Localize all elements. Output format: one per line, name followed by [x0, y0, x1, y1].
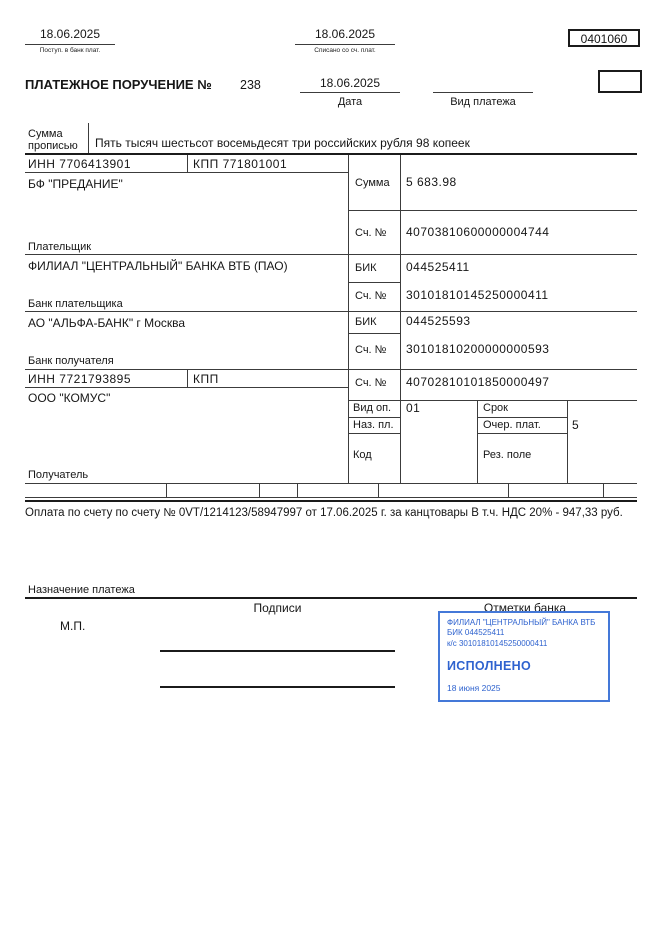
purpose-bottom-border — [25, 597, 637, 599]
stamp-date: 18 июня 2025 — [447, 683, 501, 694]
payee-bank-bik-label: БИК — [355, 316, 377, 328]
amount-words-divider — [88, 123, 89, 154]
received-date: 18.06.2025 — [39, 27, 101, 41]
payee-account-label: Сч. № — [355, 377, 387, 389]
table-top-border — [25, 153, 637, 155]
payment-type-label: Вид платежа — [450, 96, 516, 108]
payee-bank-account: 30101810200000000593 — [406, 342, 550, 356]
document-number: 238 — [240, 78, 261, 92]
bank-marks-label: Отметки банка — [483, 601, 567, 615]
tax-row-top-border — [25, 483, 637, 484]
table-divider-term — [567, 400, 568, 483]
payee-bank-account-label: Сч. № — [355, 344, 387, 356]
priority-value: 5 — [572, 418, 580, 432]
tax-cell-divider-2 — [259, 483, 260, 497]
payer-section-border — [25, 254, 637, 255]
stamp-status: ИСПОЛНЕНО — [447, 659, 531, 674]
document-title: ПЛАТЕЖНОЕ ПОРУЧЕНИЕ № — [25, 77, 212, 92]
payer-bank-account: 30101810145250000411 — [406, 288, 549, 302]
payer-bank-name: ФИЛИАЛ "ЦЕНТРАЛЬНЫЙ" БАНКА ВТБ (ПАО) — [28, 259, 288, 273]
purpose-text: Оплата по счету по счету № 0VT/1214123/58947997 от 17.06.2025 г. за канцтовары В т.ч. НДС 20% - 947,33 руб. — [25, 507, 623, 519]
table-divider-label — [400, 155, 401, 483]
op-row-border-1 — [348, 417, 400, 418]
op-type-value: 01 — [406, 401, 421, 415]
op-type-label: Вид оп. — [353, 402, 392, 414]
payer-name: БФ "ПРЕДАНИЕ" — [28, 177, 123, 191]
tax-cell-divider-3 — [297, 483, 298, 497]
payer-bank-account-label: Сч. № — [355, 290, 387, 302]
tax-cell-divider-5 — [508, 483, 509, 497]
payer-bank-label: Банк плательщика — [28, 298, 123, 310]
payee-inn-kpp-divider — [187, 369, 188, 387]
payee-bank-bik: 044525593 — [406, 314, 471, 328]
received-date-label: Поступ. в банк плат. — [39, 47, 101, 54]
mp-label: М.П. — [60, 619, 86, 633]
payment-type-box — [598, 70, 642, 93]
payee-account-row-border — [348, 400, 637, 401]
payee-kpp: КПП — [193, 372, 219, 386]
payee-name: ООО "КОМУС" — [28, 391, 111, 405]
form-number: 0401060 — [580, 32, 628, 46]
payer-kpp: КПП 771801001 — [193, 157, 288, 171]
payer-inn: ИНН 7706413901 — [28, 157, 132, 171]
table-bottom-border — [25, 500, 637, 502]
term-row-border-2 — [477, 433, 567, 434]
amount-words-label: Сумма прописью — [28, 128, 78, 153]
tax-cell-divider-6 — [603, 483, 604, 497]
payee-account: 40702810101850000497 — [406, 375, 550, 389]
signature-line-2 — [160, 686, 395, 688]
stamp-bank-name: ФИЛИАЛ "ЦЕНТРАЛЬНЫЙ" БАНКА ВТБ — [447, 618, 596, 627]
payer-bank-bik-row-border — [348, 282, 400, 283]
priority-label: Очер. плат. — [483, 419, 541, 431]
term-label: Срок — [483, 402, 508, 414]
tax-row-bottom-border — [25, 497, 637, 498]
payment-type-underline — [433, 92, 533, 93]
debited-date-underline — [295, 44, 395, 45]
debited-date: 18.06.2025 — [314, 27, 376, 41]
date-label: Дата — [337, 96, 363, 108]
payer-inn-kpp-divider — [187, 155, 188, 172]
reserve-label: Рез. поле — [483, 449, 532, 461]
debited-date-label: Списано со сч. плат. — [314, 47, 376, 54]
term-row-border-1 — [477, 417, 567, 418]
payer-account-label: Сч. № — [355, 227, 387, 239]
payer-label: Плательщик — [28, 241, 92, 253]
document-date-underline — [300, 92, 400, 93]
sum-value: 5 683.98 — [406, 175, 457, 189]
bank-stamp — [438, 611, 610, 702]
payer-bank-section-border — [25, 311, 637, 312]
stamp-corr-account: к/с 30101810145250000411 — [447, 638, 548, 648]
payee-bank-bik-row-border — [348, 333, 400, 334]
code-label: Код — [353, 449, 372, 461]
payee-label: Получатель — [28, 469, 89, 481]
signature-line-1 — [160, 650, 395, 652]
payee-bank-name: АО "АЛЬФА-БАНК" г Москва — [28, 316, 186, 330]
payer-bank-bik: 044525411 — [406, 260, 470, 274]
sum-label: Сумма — [355, 177, 390, 189]
payee-inn-row-border — [25, 387, 348, 388]
document-date: 18.06.2025 — [319, 76, 381, 90]
purpose-label: Назначение платежа — [28, 584, 135, 596]
payee-bank-label: Банк получателя — [28, 355, 114, 367]
payee-inn: ИНН 7721793895 — [28, 372, 132, 386]
pay-purpose-code-label: Наз. пл. — [353, 419, 394, 431]
received-date-underline — [25, 44, 115, 45]
signatures-label: Подписи — [253, 601, 302, 615]
op-row-border-2 — [348, 433, 400, 434]
form-number-box — [568, 29, 640, 47]
tax-cell-divider-1 — [166, 483, 167, 497]
payer-inn-row-border — [25, 172, 348, 173]
tax-cell-divider-4 — [378, 483, 379, 497]
table-divider-op — [477, 400, 478, 483]
payer-bank-bik-label: БИК — [355, 262, 377, 274]
amount-words-value: Пять тысяч шестьсот восемьдесят три российских рубля 98 копеек — [95, 136, 470, 150]
payer-account: 40703810600000004744 — [406, 225, 550, 239]
sum-row-border — [348, 210, 637, 211]
payee-bank-section-border — [25, 369, 637, 370]
stamp-bik: БИК 044525411 — [447, 628, 505, 638]
